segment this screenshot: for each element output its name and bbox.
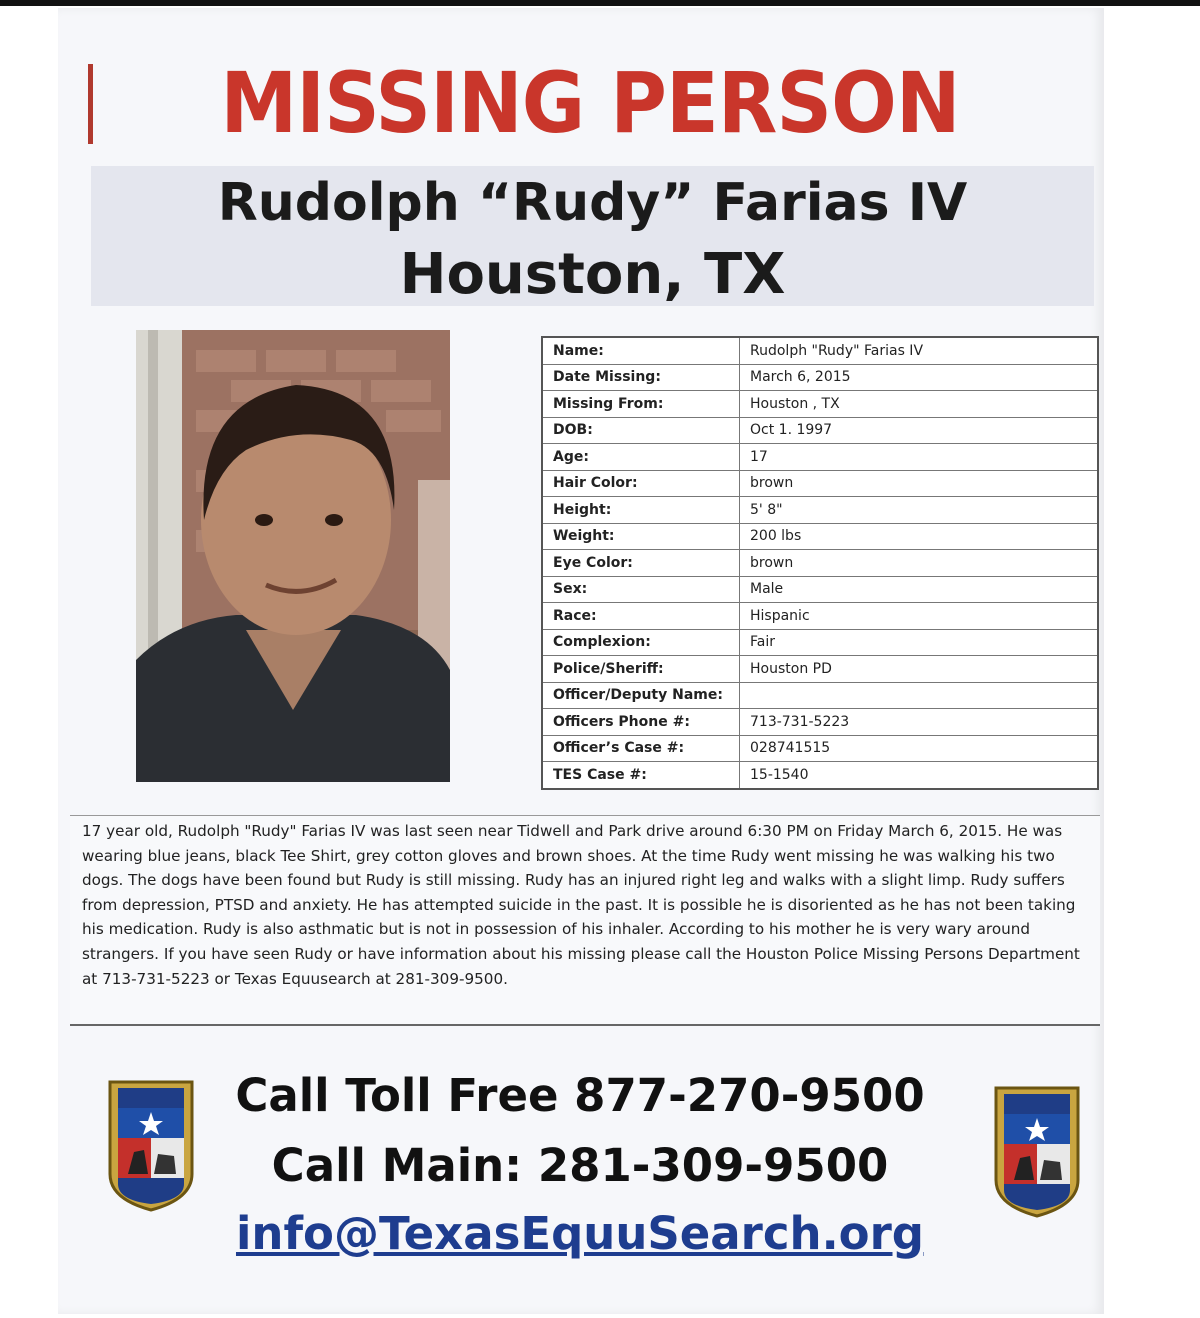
- description-box: [70, 815, 1100, 1026]
- details-label: Hair Color:: [542, 470, 740, 497]
- details-value: Houston PD: [740, 656, 1099, 683]
- details-label: Officers Phone #:: [542, 709, 740, 736]
- details-value: Houston , TX: [740, 391, 1099, 418]
- details-label: DOB:: [542, 417, 740, 444]
- headline: MISSING PERSON: [220, 54, 960, 152]
- details-label: Age:: [542, 444, 740, 471]
- details-label: Missing From:: [542, 391, 740, 418]
- description-text: 17 year old, Rudolph "Rudy" Farias IV was last seen near Tidwell and Park drive around 6:30 PM on Friday March 6, 2015. He was wearing blue jeans, black Tee Shirt, grey cotton gloves and brown shoes. At the time Rudy went missing he was walking his two dogs. The dogs have been found but Rudy is still missing. Rudy has an injured right leg and walks with a slight limp. Rudy suffers from depression, PTSD and anxiety. He has attempted suicide in the past. It is possible he is disoriented as he has not been taking his medication. Rudy is also asthmatic but is not in possession of his inhaler. According to his mother he is very wary around strangers. If you have seen Rudy or have information about his missing please call the Houston Police Missing Persons Department at 713-731-5223 or Texas Equusearch at 281-309-9500.: [82, 822, 1080, 988]
- details-value: 17: [740, 444, 1099, 471]
- details-label: Officer/Deputy Name:: [542, 682, 740, 709]
- details-label: Eye Color:: [542, 550, 740, 577]
- details-table: [541, 336, 1099, 790]
- main-number: Call Main: 281-309-9500: [271, 1139, 889, 1192]
- details-row: [542, 417, 1098, 444]
- details-row: [542, 735, 1098, 762]
- details-row: [542, 364, 1098, 391]
- details-label: Height:: [542, 497, 740, 524]
- details-label: Sex:: [542, 576, 740, 603]
- details-label: Weight:: [542, 523, 740, 550]
- details-value: March 6, 2015: [740, 364, 1099, 391]
- left-red-mark: [88, 64, 93, 144]
- details-value: Fair: [740, 629, 1099, 656]
- details-value: 713-731-5223: [740, 709, 1099, 736]
- details-value: brown: [740, 470, 1099, 497]
- details-row: [542, 444, 1098, 471]
- details-value: 028741515: [740, 735, 1099, 762]
- details-label: Complexion:: [542, 629, 740, 656]
- details-row: [542, 656, 1098, 683]
- details-value: 5' 8": [740, 497, 1099, 524]
- details-label: TES Case #:: [542, 762, 740, 789]
- details-row: [542, 470, 1098, 497]
- details-value: 200 lbs: [740, 523, 1099, 550]
- person-location: Houston, TX: [399, 242, 786, 307]
- details-row: [542, 550, 1098, 577]
- details-row: [542, 629, 1098, 656]
- details-row: [542, 523, 1098, 550]
- details-value: Hispanic: [740, 603, 1099, 630]
- details-row: [542, 709, 1098, 736]
- details-value: Male: [740, 576, 1099, 603]
- contact-email-link[interactable]: info@TexasEquuSearch.org: [235, 1207, 924, 1260]
- details-value: brown: [740, 550, 1099, 577]
- details-value: Rudolph "Rudy" Farias IV: [740, 337, 1099, 364]
- details-row: [542, 603, 1098, 630]
- details-label: Officer’s Case #:: [542, 735, 740, 762]
- person-name: Rudolph “Rudy” Farias IV: [217, 173, 968, 233]
- person-photo: [136, 330, 450, 782]
- toll-free-number: Call Toll Free 877-270-9500: [235, 1069, 925, 1122]
- details-row: [542, 497, 1098, 524]
- details-row: [542, 762, 1098, 789]
- details-value: Oct 1. 1997: [740, 417, 1099, 444]
- details-label: Police/Sheriff:: [542, 656, 740, 683]
- details-label: Date Missing:: [542, 364, 740, 391]
- texas-equusearch-badge-icon: [990, 1080, 1084, 1220]
- details-row: [542, 682, 1098, 709]
- details-label: Race:: [542, 603, 740, 630]
- details-row: [542, 576, 1098, 603]
- details-value: [740, 682, 1099, 709]
- details-row: [542, 391, 1098, 418]
- details-value: 15-1540: [740, 762, 1099, 789]
- details-label: Name:: [542, 337, 740, 364]
- top-border: [0, 0, 1200, 6]
- details-row: [542, 337, 1098, 364]
